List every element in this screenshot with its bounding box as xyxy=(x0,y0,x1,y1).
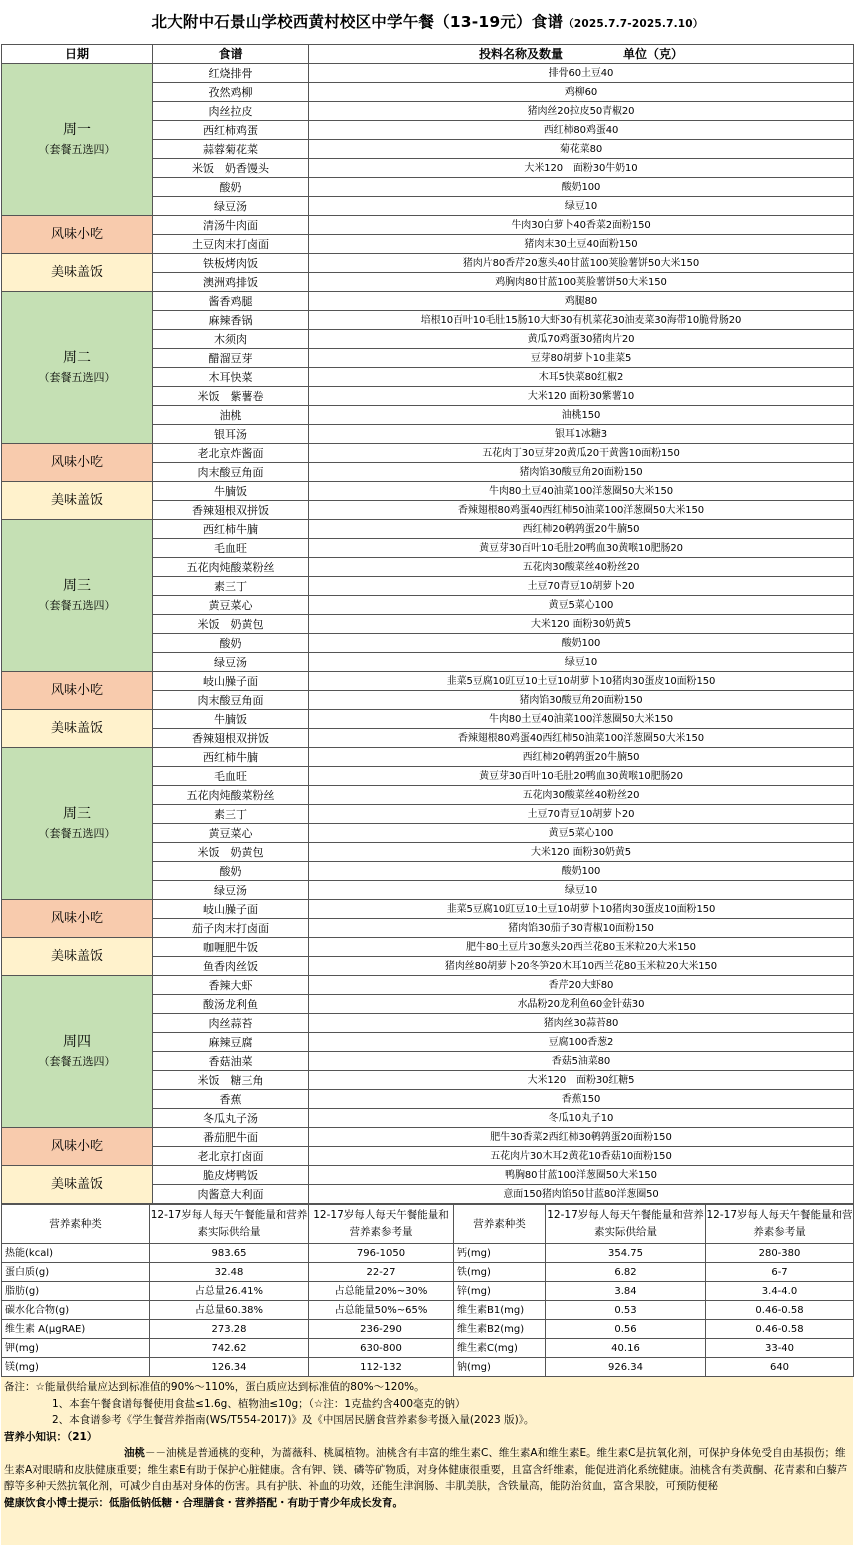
nutrition-row xyxy=(2,1301,854,1320)
menu-table xyxy=(1,44,854,1204)
nutrition-row xyxy=(2,1263,854,1282)
rice-row xyxy=(2,482,854,501)
dish-name: 黄豆菜心 xyxy=(153,824,309,843)
rice-dish-name: 香辣翅根双拼饭 xyxy=(153,501,309,520)
dish-ingredients: 油桃150 xyxy=(309,406,854,425)
dish-ingredients: 排骨60土豆40 xyxy=(309,64,854,83)
rice-dish-name: 铁板烤肉饭 xyxy=(153,254,309,273)
rice-category-cell: 美味盖饭 xyxy=(2,710,153,748)
dish-ingredients: 菊花菜80 xyxy=(309,140,854,159)
rice-category-cell: 美味盖饭 xyxy=(2,1166,153,1204)
snack-dish-ingredients: 肥牛30香菜2西红柿30鹌鹑蛋20面粉150 xyxy=(309,1128,854,1147)
dish-name: 绿豆汤 xyxy=(153,197,309,216)
nutrition-row xyxy=(2,1320,854,1339)
nutrient-value: 354.75 xyxy=(546,1244,706,1263)
knowledge-paragraph xyxy=(4,1445,850,1495)
rice-row xyxy=(2,938,854,957)
dish-ingredients: 绿豆10 xyxy=(309,653,854,672)
rice-dish-ingredients: 肥牛80土豆片30葱头20西兰花80玉米粒20大米150 xyxy=(309,938,854,957)
dish-name: 米饭 奶香馒头 xyxy=(153,159,309,178)
rice-dish-ingredients: 香辣翅根80鸡蛋40西红柿50油菜100洋葱圈50大米150 xyxy=(309,729,854,748)
dish-name: 黄豆菜心 xyxy=(153,596,309,615)
snack-dish-name: 番茄肥牛面 xyxy=(153,1128,309,1147)
nutrient-value: 236-290 xyxy=(309,1320,454,1339)
snack-dish-name: 土豆肉末打卤面 xyxy=(153,235,309,254)
day-cell xyxy=(2,64,153,216)
dish-name: 米饭 奶黄包 xyxy=(153,615,309,634)
dish-ingredients: 西红柿20鹌鹑蛋20牛腩50 xyxy=(309,748,854,767)
rice-dish-ingredients: 香辣翅根80鸡蛋40西红柿50油菜100洋葱圈50大米150 xyxy=(309,501,854,520)
rice-row xyxy=(2,710,854,729)
day-package: （套餐五选四） xyxy=(38,598,116,612)
rice-dish-name: 肉酱意大利面 xyxy=(153,1185,309,1204)
day-name: 周二 xyxy=(63,349,91,366)
header-unit-label: 单位（克） xyxy=(623,46,684,61)
nutrient-value: 6-7 xyxy=(706,1263,854,1282)
dish-name: 绿豆汤 xyxy=(153,653,309,672)
dish-ingredients: 黄豆芽30百叶10毛肚20鸭血30黄喉10肥肠20 xyxy=(309,539,854,558)
dish-name: 五花肉炖酸菜粉丝 xyxy=(153,786,309,805)
dish-ingredients: 木耳5快菜80红椒2 xyxy=(309,368,854,387)
dish-name: 醋溜豆芽 xyxy=(153,349,309,368)
snack-dish-ingredients: 五花肉片30木耳2黄花10香菇10面粉150 xyxy=(309,1147,854,1166)
nutrient-value: 32.48 xyxy=(150,1263,309,1282)
rice-dish-ingredients: 猪肉片80香芹20葱头40甘蓝100荚脸薯饼50大米150 xyxy=(309,254,854,273)
rice-dish-ingredients: 牛肉80土豆40油菜100洋葱圈50大米150 xyxy=(309,482,854,501)
nutrient-value: 33-40 xyxy=(706,1339,854,1358)
dish-name: 西红柿牛腩 xyxy=(153,520,309,539)
day-cell xyxy=(2,520,153,672)
dish-name: 酸奶 xyxy=(153,634,309,653)
nutrition-header: 12-17岁每人每天午餐能量和营养素实际供给量 xyxy=(150,1205,309,1244)
dish-ingredients: 大米120 面粉30奶黄5 xyxy=(309,843,854,862)
snack-row xyxy=(2,1128,854,1147)
nutrient-value: 273.28 xyxy=(150,1320,309,1339)
nutrient-value: 3.84 xyxy=(546,1282,706,1301)
nutrient-value: 630-800 xyxy=(309,1339,454,1358)
dish-name: 酸奶 xyxy=(153,862,309,881)
rice-dish-ingredients: 意面150猪肉馅50甘蓝80洋葱圈50 xyxy=(309,1185,854,1204)
day-cell xyxy=(2,748,153,900)
nutrient-name: 铁(mg) xyxy=(454,1263,546,1282)
dish-ingredients: 豆芽80胡萝卜10韭菜5 xyxy=(309,349,854,368)
dish-ingredients: 西红柿20鹌鹑蛋20牛腩50 xyxy=(309,520,854,539)
rice-dish-name: 香辣翅根双拼饭 xyxy=(153,729,309,748)
snack-category-cell: 风味小吃 xyxy=(2,444,153,482)
title-main: 北大附中石景山学校西黄村校区中学午餐（13-19元）食谱 xyxy=(151,13,564,31)
nutrient-value: 占总能量20%~30% xyxy=(309,1282,454,1301)
nutrient-value: 占总能量50%~65% xyxy=(309,1301,454,1320)
dish-ingredients: 黄瓜70鸡蛋30猪肉片20 xyxy=(309,330,854,349)
nutrient-name: 锌(mg) xyxy=(454,1282,546,1301)
dish-ingredients: 银耳1冰糖3 xyxy=(309,425,854,444)
rice-dish-ingredients: 鸡胸肉80甘蓝100荚脸薯饼50大米150 xyxy=(309,273,854,292)
nutrient-name: 碳水化合物(g) xyxy=(2,1301,150,1320)
snack-dish-name: 肉末酸豆角面 xyxy=(153,463,309,482)
nutrient-value: 0.46-0.58 xyxy=(706,1320,854,1339)
dish-name: 冬瓜丸子汤 xyxy=(153,1109,309,1128)
menu-row xyxy=(2,520,854,539)
dish-ingredients: 大米120 面粉30紫薯10 xyxy=(309,387,854,406)
nutrient-value: 742.62 xyxy=(150,1339,309,1358)
nutrient-value: 112-132 xyxy=(309,1358,454,1377)
dish-ingredients: 土豆70青豆10胡萝卜20 xyxy=(309,577,854,596)
knowledge-title: 营养小知识：（21） xyxy=(4,1430,98,1443)
dish-name: 素三丁 xyxy=(153,805,309,824)
snack-row xyxy=(2,216,854,235)
nutrient-value: 983.65 xyxy=(150,1244,309,1263)
nutrient-value: 占总量60.38% xyxy=(150,1301,309,1320)
nutrient-value: 40.16 xyxy=(546,1339,706,1358)
dish-ingredients: 西红柿80鸡蛋40 xyxy=(309,121,854,140)
snack-dish-ingredients: 猪肉馅30茄子30青椒10面粉150 xyxy=(309,919,854,938)
rice-row xyxy=(2,1166,854,1185)
snack-dish-ingredients: 韭菜5豆腐10豇豆10土豆10胡萝卜10猪肉30蛋皮10面粉150 xyxy=(309,900,854,919)
dish-name: 西红柿鸡蛋 xyxy=(153,121,309,140)
rice-dish-name: 澳洲鸡排饭 xyxy=(153,273,309,292)
nutrition-header-row xyxy=(2,1205,854,1244)
menu-row xyxy=(2,748,854,767)
nutrient-name: 蛋白质(g) xyxy=(2,1263,150,1282)
snack-category-cell: 风味小吃 xyxy=(2,900,153,938)
dish-ingredients: 五花肉30酸菜丝40粉丝20 xyxy=(309,786,854,805)
day-package: （套餐五选四） xyxy=(38,370,116,384)
rice-category-cell: 美味盖饭 xyxy=(2,254,153,292)
dish-name: 酸奶 xyxy=(153,178,309,197)
nutrient-value: 796-1050 xyxy=(309,1244,454,1263)
dish-ingredients: 猪肉丝20拉皮50青椒20 xyxy=(309,102,854,121)
nutrient-value: 6.82 xyxy=(546,1263,706,1282)
dish-name: 素三丁 xyxy=(153,577,309,596)
snack-dish-ingredients: 牛肉30白萝卜40香菜2面粉150 xyxy=(309,216,854,235)
snack-category-cell: 风味小吃 xyxy=(2,216,153,254)
nutrient-name: 维生素 A(μgRAE) xyxy=(2,1320,150,1339)
note-line-1: 备注：☆能量供给量应达到标准值的90%～110%，蛋白质应达到标准值的80%～120%。 xyxy=(4,1381,425,1393)
snack-dish-name: 老北京炸酱面 xyxy=(153,444,309,463)
dish-name: 米饭 奶黄包 xyxy=(153,843,309,862)
footer-tip: 健康饮食小博士提示：低脂低钠低糖・合理膳食・营养搭配・有助于青少年成长发育。 xyxy=(4,1496,403,1509)
rice-dish-name: 牛腩饭 xyxy=(153,710,309,729)
rice-dish-ingredients: 牛肉80土豆40油菜100洋葱圈50大米150 xyxy=(309,710,854,729)
notes-section xyxy=(1,1377,853,1545)
dish-name: 酸汤龙利鱼 xyxy=(153,995,309,1014)
rice-dish-name: 鱼香肉丝饭 xyxy=(153,957,309,976)
dish-name: 木耳快菜 xyxy=(153,368,309,387)
day-package: （套餐五选四） xyxy=(38,1054,116,1068)
dish-ingredients: 绿豆10 xyxy=(309,881,854,900)
nutrient-value: 0.46-0.58 xyxy=(706,1301,854,1320)
dish-ingredients: 大米120 面粉30奶黄5 xyxy=(309,615,854,634)
nutrition-table xyxy=(1,1204,854,1377)
dish-name: 麻辣豆腐 xyxy=(153,1033,309,1052)
dish-ingredients: 酸奶100 xyxy=(309,634,854,653)
nutrient-name: 脂肪(g) xyxy=(2,1282,150,1301)
dish-ingredients: 土豆70青豆10胡萝卜20 xyxy=(309,805,854,824)
header-ingredients xyxy=(309,45,854,64)
dish-ingredients: 黄豆芽30百叶10毛肚20鸭血30黄喉10肥肠20 xyxy=(309,767,854,786)
nutrient-name: 维生素B1(mg) xyxy=(454,1301,546,1320)
page-title xyxy=(0,0,855,44)
dish-name: 绿豆汤 xyxy=(153,881,309,900)
nutrient-name: 镁(mg) xyxy=(2,1358,150,1377)
dish-name: 西红柿牛腩 xyxy=(153,748,309,767)
dish-ingredients: 香芹20大虾80 xyxy=(309,976,854,995)
day-name: 周四 xyxy=(63,1033,91,1050)
dish-ingredients: 大米120 面粉30红糖5 xyxy=(309,1071,854,1090)
snack-dish-name: 清汤牛肉面 xyxy=(153,216,309,235)
day-name: 周三 xyxy=(63,577,91,594)
snack-dish-ingredients: 五花肉丁30豆芽20黄瓜20干黄酱10面粉150 xyxy=(309,444,854,463)
day-name: 周三 xyxy=(63,805,91,822)
header-ingredients-label: 投料名称及数量 xyxy=(478,46,563,61)
snack-row xyxy=(2,444,854,463)
dish-ingredients: 猪肉丝30蒜苔80 xyxy=(309,1014,854,1033)
dish-ingredients: 香蕉150 xyxy=(309,1090,854,1109)
dish-name: 米饭 紫薯卷 xyxy=(153,387,309,406)
dish-name: 蒜蓉菊花菜 xyxy=(153,140,309,159)
rice-category-cell: 美味盖饭 xyxy=(2,938,153,976)
snack-row xyxy=(2,900,854,919)
note-line-2: 1、本套午餐食谱每餐使用食盐≤1.6g、植物油≤10g；（☆注：1克盐约含400毫克的钠） xyxy=(52,1397,466,1410)
nutrition-row xyxy=(2,1358,854,1377)
menu-row xyxy=(2,292,854,311)
rice-dish-ingredients: 猪肉丝80胡萝卜20冬笋20木耳10西兰花80玉米粒20大米150 xyxy=(309,957,854,976)
nutrient-value: 0.53 xyxy=(546,1301,706,1320)
nutrient-name: 热能(kcal) xyxy=(2,1244,150,1263)
nutrition-header: 12-17岁每人每天午餐能量和营养素参考量 xyxy=(706,1205,854,1244)
dish-name: 麻辣香锅 xyxy=(153,311,309,330)
day-cell xyxy=(2,292,153,444)
dish-ingredients: 酸奶100 xyxy=(309,862,854,881)
nutrient-name: 钾(mg) xyxy=(2,1339,150,1358)
day-package: （套餐五选四） xyxy=(38,142,116,156)
nutrition-row xyxy=(2,1244,854,1263)
dish-name: 肉丝拉皮 xyxy=(153,102,309,121)
nutrient-value: 926.34 xyxy=(546,1358,706,1377)
dish-ingredients: 豆腐100香葱2 xyxy=(309,1033,854,1052)
rice-category-cell: 美味盖饭 xyxy=(2,482,153,520)
dish-ingredients: 黄豆5菜心100 xyxy=(309,824,854,843)
snack-row xyxy=(2,672,854,691)
title-date: （2025.7.7-2025.7.10） xyxy=(563,18,704,30)
rice-dish-ingredients: 鸭胸80甘蓝100洋葱圈50大米150 xyxy=(309,1166,854,1185)
dish-name: 肉丝蒜苔 xyxy=(153,1014,309,1033)
dish-name: 油桃 xyxy=(153,406,309,425)
knowledge-term: 油桃 xyxy=(124,1447,145,1459)
day-cell xyxy=(2,976,153,1128)
snack-dish-ingredients: 韭菜5豆腐10豇豆10土豆10胡萝卜10猪肉30蛋皮10面粉150 xyxy=(309,672,854,691)
day-name: 周一 xyxy=(63,121,91,138)
rice-dish-name: 牛腩饭 xyxy=(153,482,309,501)
nutrient-value: 280-380 xyxy=(706,1244,854,1263)
dish-name: 孜然鸡柳 xyxy=(153,83,309,102)
snack-dish-ingredients: 猪肉馅30酸豆角20面粉150 xyxy=(309,691,854,710)
dish-name: 香辣大虾 xyxy=(153,976,309,995)
rice-row xyxy=(2,254,854,273)
note-line-3: 2、本食谱参考《学生餐营养指南(WS/T554-2017)》及《中国居民膳食营养素参考摄入量(2023 版)》。 xyxy=(52,1414,535,1426)
knowledge-text: －－油桃是普通桃的变种，为蔷薇科、桃属植物。油桃含有丰富的维生素C、维生素A和维生素E。维生素C是抗氧化剂，可保护身体免受自由基损伤；维生素A对眼睛和皮肤健康重要；维生素E有助于保护心脏健康。含有钾、镁、磷等矿物质，对身体健康很重要，且富含纤维素，能促进消化系统健康。油桃含有类黄酮、花青素和白藜芦醇等多种天然抗氧化剂，可减少自由基对身体的伤害。具有护肤、补血的功效，还能生津润肠、丰肌美肤，含铁量高，能防治贫血，富含果胶，可预防便秘 xyxy=(4,1447,848,1492)
snack-dish-ingredients: 猪肉末30土豆40面粉150 xyxy=(309,235,854,254)
snack-category-cell: 风味小吃 xyxy=(2,672,153,710)
nutrition-header: 12-17岁每人每天午餐能量和营养素参考量 xyxy=(309,1205,454,1244)
dish-name: 米饭 糖三角 xyxy=(153,1071,309,1090)
nutrient-value: 126.34 xyxy=(150,1358,309,1377)
dish-ingredients: 鸡柳60 xyxy=(309,83,854,102)
nutrition-header: 营养素种类 xyxy=(2,1205,150,1244)
dish-name: 毛血旺 xyxy=(153,539,309,558)
dish-ingredients: 冬瓜10丸子10 xyxy=(309,1109,854,1128)
dish-name: 五花肉炖酸菜粉丝 xyxy=(153,558,309,577)
nutrient-name: 维生素B2(mg) xyxy=(454,1320,546,1339)
rice-dish-name: 咖喱肥牛饭 xyxy=(153,938,309,957)
dish-ingredients: 水晶粉20龙利鱼60金针菇30 xyxy=(309,995,854,1014)
dish-name: 香菇油菜 xyxy=(153,1052,309,1071)
dish-ingredients: 绿豆10 xyxy=(309,197,854,216)
snack-dish-name: 肉末酸豆角面 xyxy=(153,691,309,710)
rice-dish-name: 脆皮烤鸭饭 xyxy=(153,1166,309,1185)
menu-row xyxy=(2,976,854,995)
dish-ingredients: 香菇5油菜80 xyxy=(309,1052,854,1071)
snack-dish-ingredients: 猪肉馅30酸豆角20面粉150 xyxy=(309,463,854,482)
nutrition-row xyxy=(2,1282,854,1301)
dish-name: 酱香鸡腿 xyxy=(153,292,309,311)
snack-dish-name: 老北京打卤面 xyxy=(153,1147,309,1166)
nutrient-value: 0.56 xyxy=(546,1320,706,1339)
dish-name: 木须肉 xyxy=(153,330,309,349)
dish-name: 银耳汤 xyxy=(153,425,309,444)
dish-ingredients: 大米120 面粉30牛奶10 xyxy=(309,159,854,178)
dish-name: 香蕉 xyxy=(153,1090,309,1109)
nutrient-value: 3.4-4.0 xyxy=(706,1282,854,1301)
header-date: 日期 xyxy=(2,45,153,64)
menu-row xyxy=(2,64,854,83)
menu-header-row xyxy=(2,45,854,64)
snack-dish-name: 岐山臊子面 xyxy=(153,672,309,691)
dish-ingredients: 培根10百叶10毛肚15肠10大虾30有机菜花30油麦菜30海带10脆骨肠20 xyxy=(309,311,854,330)
nutrient-value: 640 xyxy=(706,1358,854,1377)
day-package: （套餐五选四） xyxy=(38,826,116,840)
header-dish: 食谱 xyxy=(153,45,309,64)
dish-name: 毛血旺 xyxy=(153,767,309,786)
dish-ingredients: 黄豆5菜心100 xyxy=(309,596,854,615)
snack-category-cell: 风味小吃 xyxy=(2,1128,153,1166)
nutrient-name: 钠(mg) xyxy=(454,1358,546,1377)
dish-ingredients: 酸奶100 xyxy=(309,178,854,197)
nutrition-header: 营养素种类 xyxy=(454,1205,546,1244)
snack-dish-name: 岐山臊子面 xyxy=(153,900,309,919)
nutrition-header: 12-17岁每人每天午餐能量和营养素实际供给量 xyxy=(546,1205,706,1244)
nutrient-value: 22-27 xyxy=(309,1263,454,1282)
dish-ingredients: 五花肉30酸菜丝40粉丝20 xyxy=(309,558,854,577)
nutrition-row xyxy=(2,1339,854,1358)
snack-dish-name: 茄子肉末打卤面 xyxy=(153,919,309,938)
nutrient-name: 维生素C(mg) xyxy=(454,1339,546,1358)
dish-ingredients: 鸡腿80 xyxy=(309,292,854,311)
nutrient-value: 占总量26.41% xyxy=(150,1282,309,1301)
dish-name: 红烧排骨 xyxy=(153,64,309,83)
nutrient-name: 钙(mg) xyxy=(454,1244,546,1263)
